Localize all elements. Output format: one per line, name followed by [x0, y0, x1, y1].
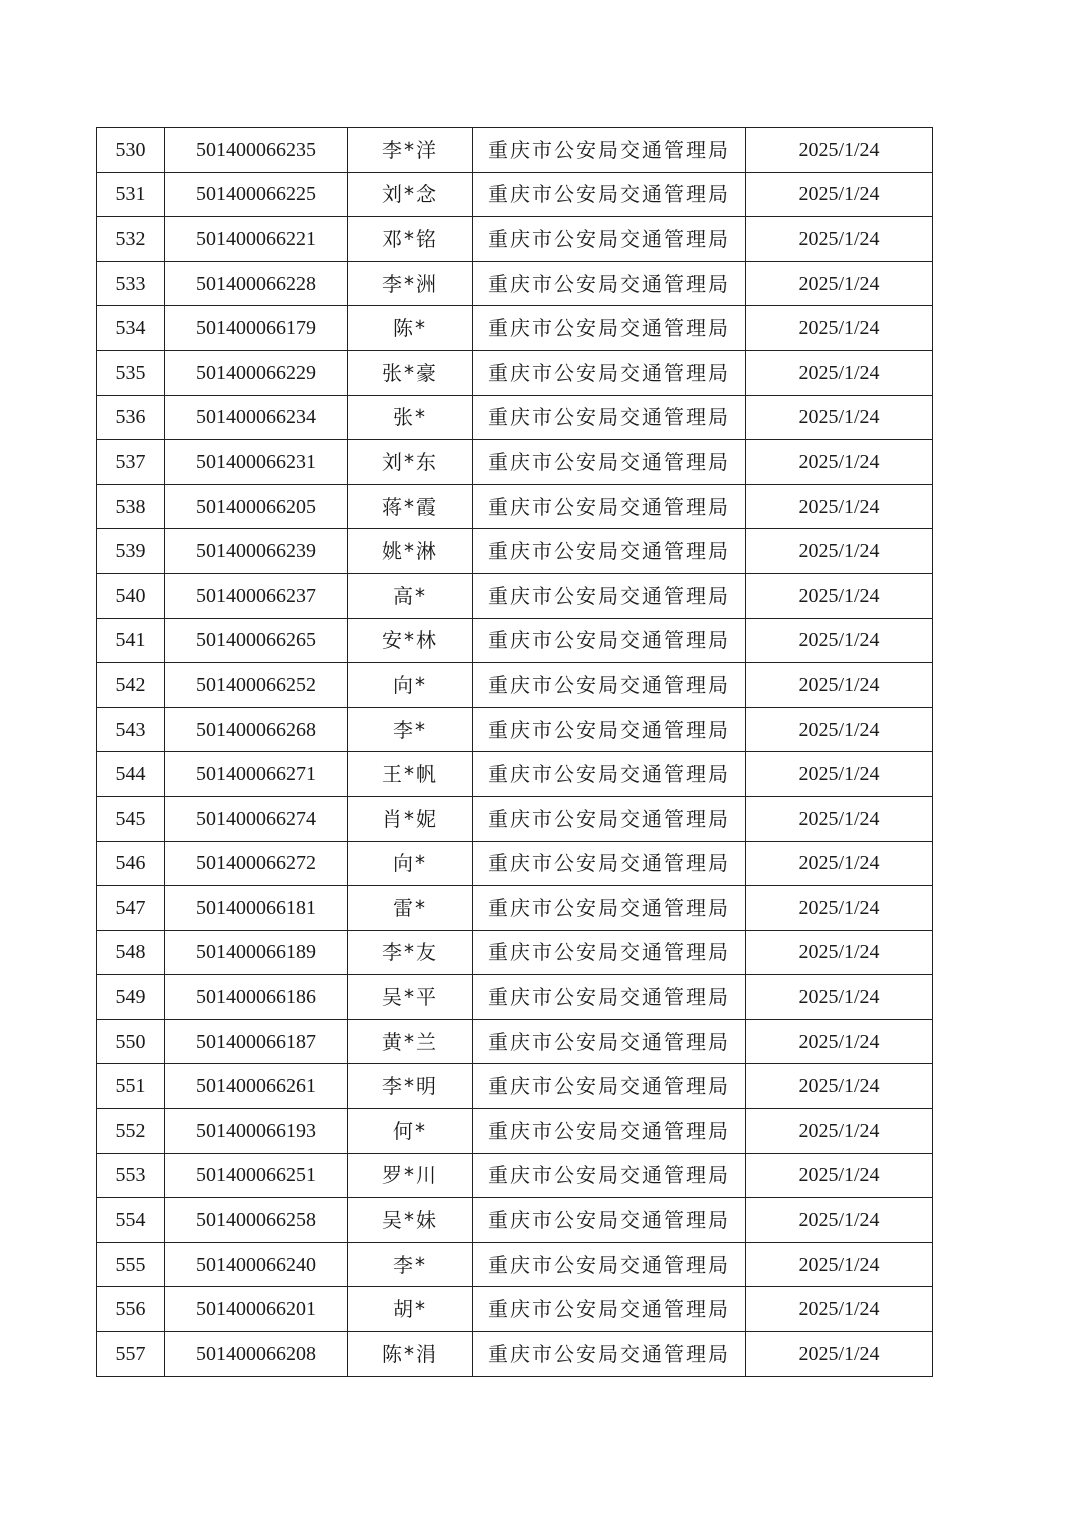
row-date: 2025/1/24 [746, 172, 933, 217]
table-row [97, 1198, 933, 1243]
row-organization: 重庆市公安局交通管理局 [473, 841, 746, 886]
row-person-name: 向* [348, 841, 473, 886]
row-record-number: 501400066231 [165, 440, 348, 485]
row-sequence-number: 550 [97, 1019, 165, 1064]
row-date: 2025/1/24 [746, 1242, 933, 1287]
row-sequence-number: 553 [97, 1153, 165, 1198]
row-person-name: 陈*涓 [348, 1332, 473, 1377]
row-date: 2025/1/24 [746, 573, 933, 618]
table-row [97, 128, 933, 173]
row-sequence-number: 554 [97, 1198, 165, 1243]
row-date: 2025/1/24 [746, 1153, 933, 1198]
table-row [97, 440, 933, 485]
row-date: 2025/1/24 [746, 217, 933, 262]
row-person-name: 何* [348, 1109, 473, 1154]
row-record-number: 501400066258 [165, 1198, 348, 1243]
row-organization: 重庆市公安局交通管理局 [473, 707, 746, 752]
table-row [97, 975, 933, 1020]
row-sequence-number: 545 [97, 796, 165, 841]
row-date: 2025/1/24 [746, 1019, 933, 1064]
row-organization: 重庆市公安局交通管理局 [473, 796, 746, 841]
row-date: 2025/1/24 [746, 1064, 933, 1109]
row-date: 2025/1/24 [746, 930, 933, 975]
row-organization: 重庆市公安局交通管理局 [473, 395, 746, 440]
row-person-name: 黄*兰 [348, 1019, 473, 1064]
row-record-number: 501400066240 [165, 1242, 348, 1287]
row-record-number: 501400066268 [165, 707, 348, 752]
row-sequence-number: 549 [97, 975, 165, 1020]
row-record-number: 501400066181 [165, 886, 348, 931]
row-person-name: 李*明 [348, 1064, 473, 1109]
row-record-number: 501400066228 [165, 261, 348, 306]
row-record-number: 501400066261 [165, 1064, 348, 1109]
row-organization: 重庆市公安局交通管理局 [473, 484, 746, 529]
row-organization: 重庆市公安局交通管理局 [473, 128, 746, 173]
row-date: 2025/1/24 [746, 1109, 933, 1154]
table-row [97, 172, 933, 217]
row-organization: 重庆市公安局交通管理局 [473, 975, 746, 1020]
table-row [97, 1064, 933, 1109]
row-sequence-number: 544 [97, 752, 165, 797]
row-person-name: 邓*铭 [348, 217, 473, 262]
row-sequence-number: 537 [97, 440, 165, 485]
table-row [97, 1332, 933, 1377]
row-sequence-number: 546 [97, 841, 165, 886]
records-table [96, 127, 933, 1377]
row-sequence-number: 532 [97, 217, 165, 262]
row-sequence-number: 552 [97, 1109, 165, 1154]
row-person-name: 雷* [348, 886, 473, 931]
row-date: 2025/1/24 [746, 128, 933, 173]
row-sequence-number: 555 [97, 1242, 165, 1287]
row-sequence-number: 531 [97, 172, 165, 217]
row-sequence-number: 535 [97, 350, 165, 395]
row-person-name: 李* [348, 707, 473, 752]
row-sequence-number: 557 [97, 1332, 165, 1377]
table-row [97, 484, 933, 529]
table-row [97, 395, 933, 440]
row-date: 2025/1/24 [746, 618, 933, 663]
row-person-name: 蒋*霞 [348, 484, 473, 529]
row-date: 2025/1/24 [746, 752, 933, 797]
row-sequence-number: 540 [97, 573, 165, 618]
row-person-name: 向* [348, 663, 473, 708]
row-record-number: 501400066179 [165, 306, 348, 351]
row-date: 2025/1/24 [746, 663, 933, 708]
row-person-name: 吴*妹 [348, 1198, 473, 1243]
row-record-number: 501400066225 [165, 172, 348, 217]
row-record-number: 501400066187 [165, 1019, 348, 1064]
row-organization: 重庆市公安局交通管理局 [473, 1198, 746, 1243]
row-person-name: 姚*淋 [348, 529, 473, 574]
row-organization: 重庆市公安局交通管理局 [473, 217, 746, 262]
row-sequence-number: 548 [97, 930, 165, 975]
table-row [97, 306, 933, 351]
row-record-number: 501400066208 [165, 1332, 348, 1377]
table-row [97, 930, 933, 975]
table-row [97, 1242, 933, 1287]
row-record-number: 501400066229 [165, 350, 348, 395]
row-organization: 重庆市公安局交通管理局 [473, 1153, 746, 1198]
row-date: 2025/1/24 [746, 796, 933, 841]
row-person-name: 张* [348, 395, 473, 440]
table-row [97, 618, 933, 663]
row-date: 2025/1/24 [746, 707, 933, 752]
row-sequence-number: 556 [97, 1287, 165, 1332]
row-organization: 重庆市公安局交通管理局 [473, 573, 746, 618]
row-sequence-number: 543 [97, 707, 165, 752]
table-row [97, 1019, 933, 1064]
row-organization: 重庆市公安局交通管理局 [473, 1064, 746, 1109]
row-record-number: 501400066272 [165, 841, 348, 886]
row-date: 2025/1/24 [746, 1198, 933, 1243]
row-organization: 重庆市公安局交通管理局 [473, 440, 746, 485]
row-record-number: 501400066201 [165, 1287, 348, 1332]
row-sequence-number: 533 [97, 261, 165, 306]
row-date: 2025/1/24 [746, 886, 933, 931]
row-person-name: 吴*平 [348, 975, 473, 1020]
table-row [97, 841, 933, 886]
row-record-number: 501400066239 [165, 529, 348, 574]
row-sequence-number: 539 [97, 529, 165, 574]
table-row [97, 663, 933, 708]
row-person-name: 刘*东 [348, 440, 473, 485]
table-row [97, 573, 933, 618]
row-organization: 重庆市公安局交通管理局 [473, 886, 746, 931]
row-date: 2025/1/24 [746, 529, 933, 574]
row-sequence-number: 547 [97, 886, 165, 931]
row-record-number: 501400066237 [165, 573, 348, 618]
row-person-name: 李*洋 [348, 128, 473, 173]
row-sequence-number: 541 [97, 618, 165, 663]
table-row [97, 886, 933, 931]
row-person-name: 李*友 [348, 930, 473, 975]
table-row [97, 1287, 933, 1332]
row-record-number: 501400066234 [165, 395, 348, 440]
row-organization: 重庆市公安局交通管理局 [473, 930, 746, 975]
row-organization: 重庆市公安局交通管理局 [473, 172, 746, 217]
row-person-name: 罗*川 [348, 1153, 473, 1198]
row-date: 2025/1/24 [746, 350, 933, 395]
row-record-number: 501400066251 [165, 1153, 348, 1198]
row-organization: 重庆市公安局交通管理局 [473, 529, 746, 574]
row-person-name: 刘*念 [348, 172, 473, 217]
row-organization: 重庆市公安局交通管理局 [473, 306, 746, 351]
table-row [97, 350, 933, 395]
row-organization: 重庆市公安局交通管理局 [473, 1109, 746, 1154]
row-record-number: 501400066186 [165, 975, 348, 1020]
row-organization: 重庆市公安局交通管理局 [473, 663, 746, 708]
row-date: 2025/1/24 [746, 1332, 933, 1377]
row-person-name: 李* [348, 1242, 473, 1287]
table-row [97, 707, 933, 752]
row-organization: 重庆市公安局交通管理局 [473, 752, 746, 797]
row-organization: 重庆市公安局交通管理局 [473, 1242, 746, 1287]
row-sequence-number: 542 [97, 663, 165, 708]
row-record-number: 501400066271 [165, 752, 348, 797]
records-table-body [97, 128, 933, 1377]
row-organization: 重庆市公安局交通管理局 [473, 1019, 746, 1064]
row-sequence-number: 530 [97, 128, 165, 173]
row-record-number: 501400066274 [165, 796, 348, 841]
row-date: 2025/1/24 [746, 975, 933, 1020]
table-row [97, 796, 933, 841]
table-row [97, 1109, 933, 1154]
row-person-name: 张*豪 [348, 350, 473, 395]
row-person-name: 陈* [348, 306, 473, 351]
row-record-number: 501400066252 [165, 663, 348, 708]
row-organization: 重庆市公安局交通管理局 [473, 350, 746, 395]
row-record-number: 501400066193 [165, 1109, 348, 1154]
row-organization: 重庆市公安局交通管理局 [473, 1332, 746, 1377]
table-row [97, 261, 933, 306]
row-record-number: 501400066221 [165, 217, 348, 262]
row-date: 2025/1/24 [746, 841, 933, 886]
row-person-name: 李*洲 [348, 261, 473, 306]
row-date: 2025/1/24 [746, 440, 933, 485]
row-organization: 重庆市公安局交通管理局 [473, 261, 746, 306]
row-record-number: 501400066205 [165, 484, 348, 529]
row-date: 2025/1/24 [746, 306, 933, 351]
row-date: 2025/1/24 [746, 484, 933, 529]
row-date: 2025/1/24 [746, 1287, 933, 1332]
table-row [97, 529, 933, 574]
row-organization: 重庆市公安局交通管理局 [473, 1287, 746, 1332]
row-person-name: 王*帆 [348, 752, 473, 797]
row-date: 2025/1/24 [746, 261, 933, 306]
row-organization: 重庆市公安局交通管理局 [473, 618, 746, 663]
row-sequence-number: 551 [97, 1064, 165, 1109]
table-row [97, 752, 933, 797]
row-record-number: 501400066265 [165, 618, 348, 663]
table-row [97, 1153, 933, 1198]
row-person-name: 肖*妮 [348, 796, 473, 841]
row-sequence-number: 536 [97, 395, 165, 440]
row-record-number: 501400066235 [165, 128, 348, 173]
row-person-name: 高* [348, 573, 473, 618]
row-sequence-number: 538 [97, 484, 165, 529]
row-person-name: 安*林 [348, 618, 473, 663]
row-date: 2025/1/24 [746, 395, 933, 440]
row-sequence-number: 534 [97, 306, 165, 351]
row-person-name: 胡* [348, 1287, 473, 1332]
row-record-number: 501400066189 [165, 930, 348, 975]
table-row [97, 217, 933, 262]
